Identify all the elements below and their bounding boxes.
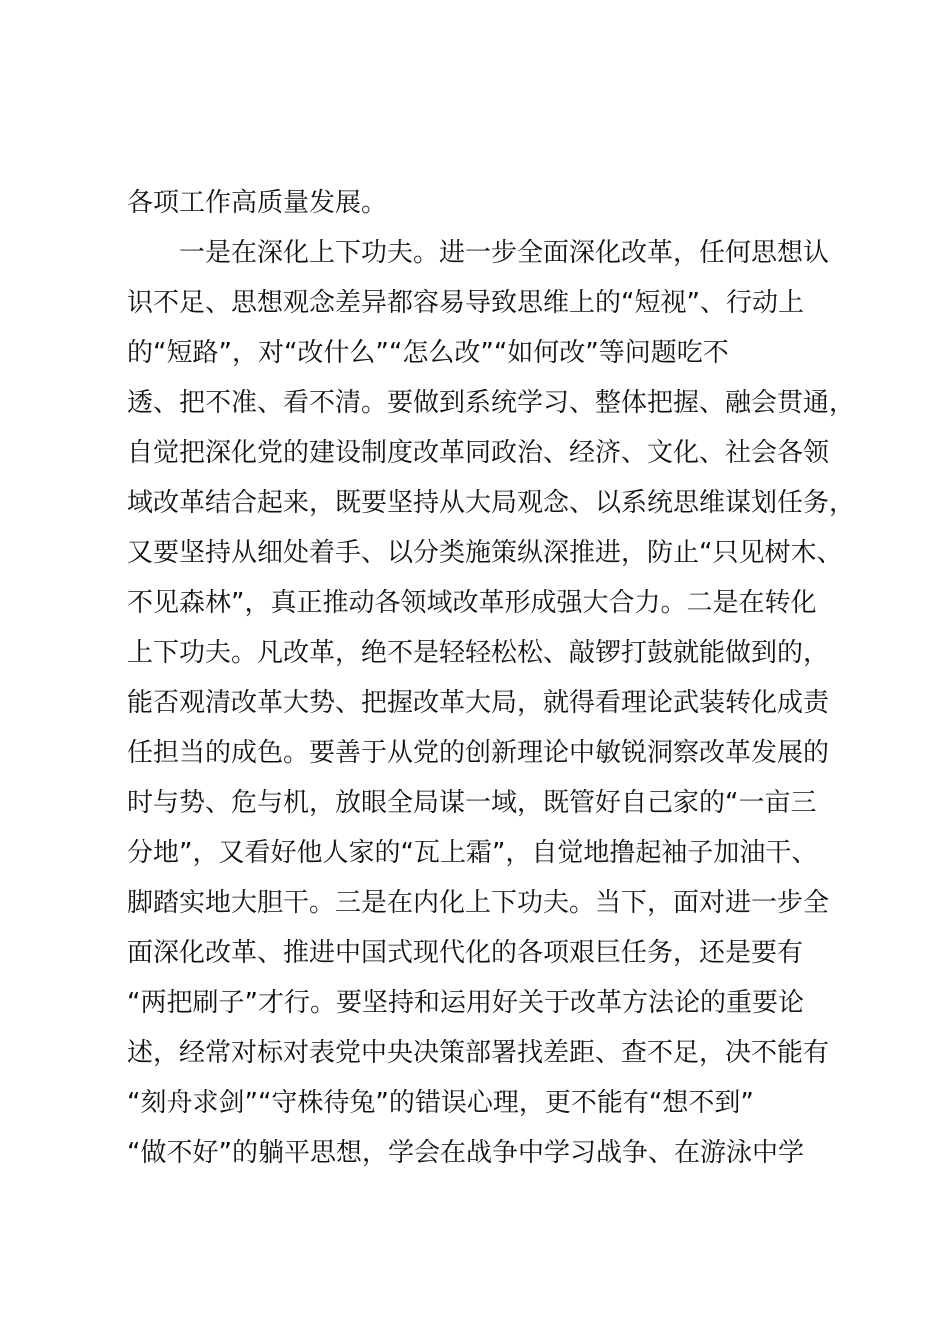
text-line: 识不足、思想观念差异都容易导致思维上的“短视”、行动上 [127,288,804,318]
text-line: 不见森林”，真正推动各领域改革形成强大合力。二是在转化 [127,588,817,618]
text-line: 任担当的成色。要善于从党的创新理论中敏锐洞察改革发展的 [127,738,830,768]
body-text [127,178,857,1178]
text-line: 分地”，又看好他人家的“瓦上霜”，自觉地撸起袖子加油干、 [127,838,818,868]
text-line: “刻舟求剑”“守株待兔”的错误心理，更不能有“想不到” [127,1088,754,1118]
text-line: 能否观清改革大势、把握改革大局，就得看理论武装转化成责 [127,688,830,718]
text-line: 自觉把深化党的建设制度改革同政治、经济、文化、社会各领 [127,438,830,468]
text-line: “做不好”的躺平思想，学会在战争中学习战争、在游泳中学 [127,1138,804,1168]
text-line: 的“短路”，对“改什么”“怎么改”“如何改”等问题吃不 [127,338,729,368]
text-line: 各项工作高质量发展。 [127,188,388,218]
text-line: 时与势、危与机，放眼全局谋一域，既管好自己家的“一亩三 [127,788,817,818]
text-line: 面深化改革、推进中国式现代化的各项艰巨任务，还是要有 [127,938,804,968]
text-line: “两把刷子”才行。要坚持和运用好关于改革方法论的重要论 [127,988,804,1018]
paragraph-first-line: 一是在深化上下功夫。进一步全面深化改革，任何思想认 [179,238,830,268]
text-line: 脚踏实地大胆干。三是在内化上下功夫。当下，面对进一步全 [127,888,830,918]
text-line: 述，经常对标对表党中央决策部署找差距、查不足，决不能有 [127,1038,830,1068]
text-line: 又要坚持从细处着手、以分类施策纵深推进，防止“只见树木、 [127,538,843,568]
text-line: 上下功夫。凡改革，绝不是轻轻松松、敲锣打鼓就能做到的， [127,638,830,668]
text-line: 域改革结合起来，既要坚持从大局观念、以系统思维谋划任务， [127,488,856,518]
text-line: 透、把不准、看不清。要做到系统学习、整体把握、融会贯通， [127,388,856,418]
